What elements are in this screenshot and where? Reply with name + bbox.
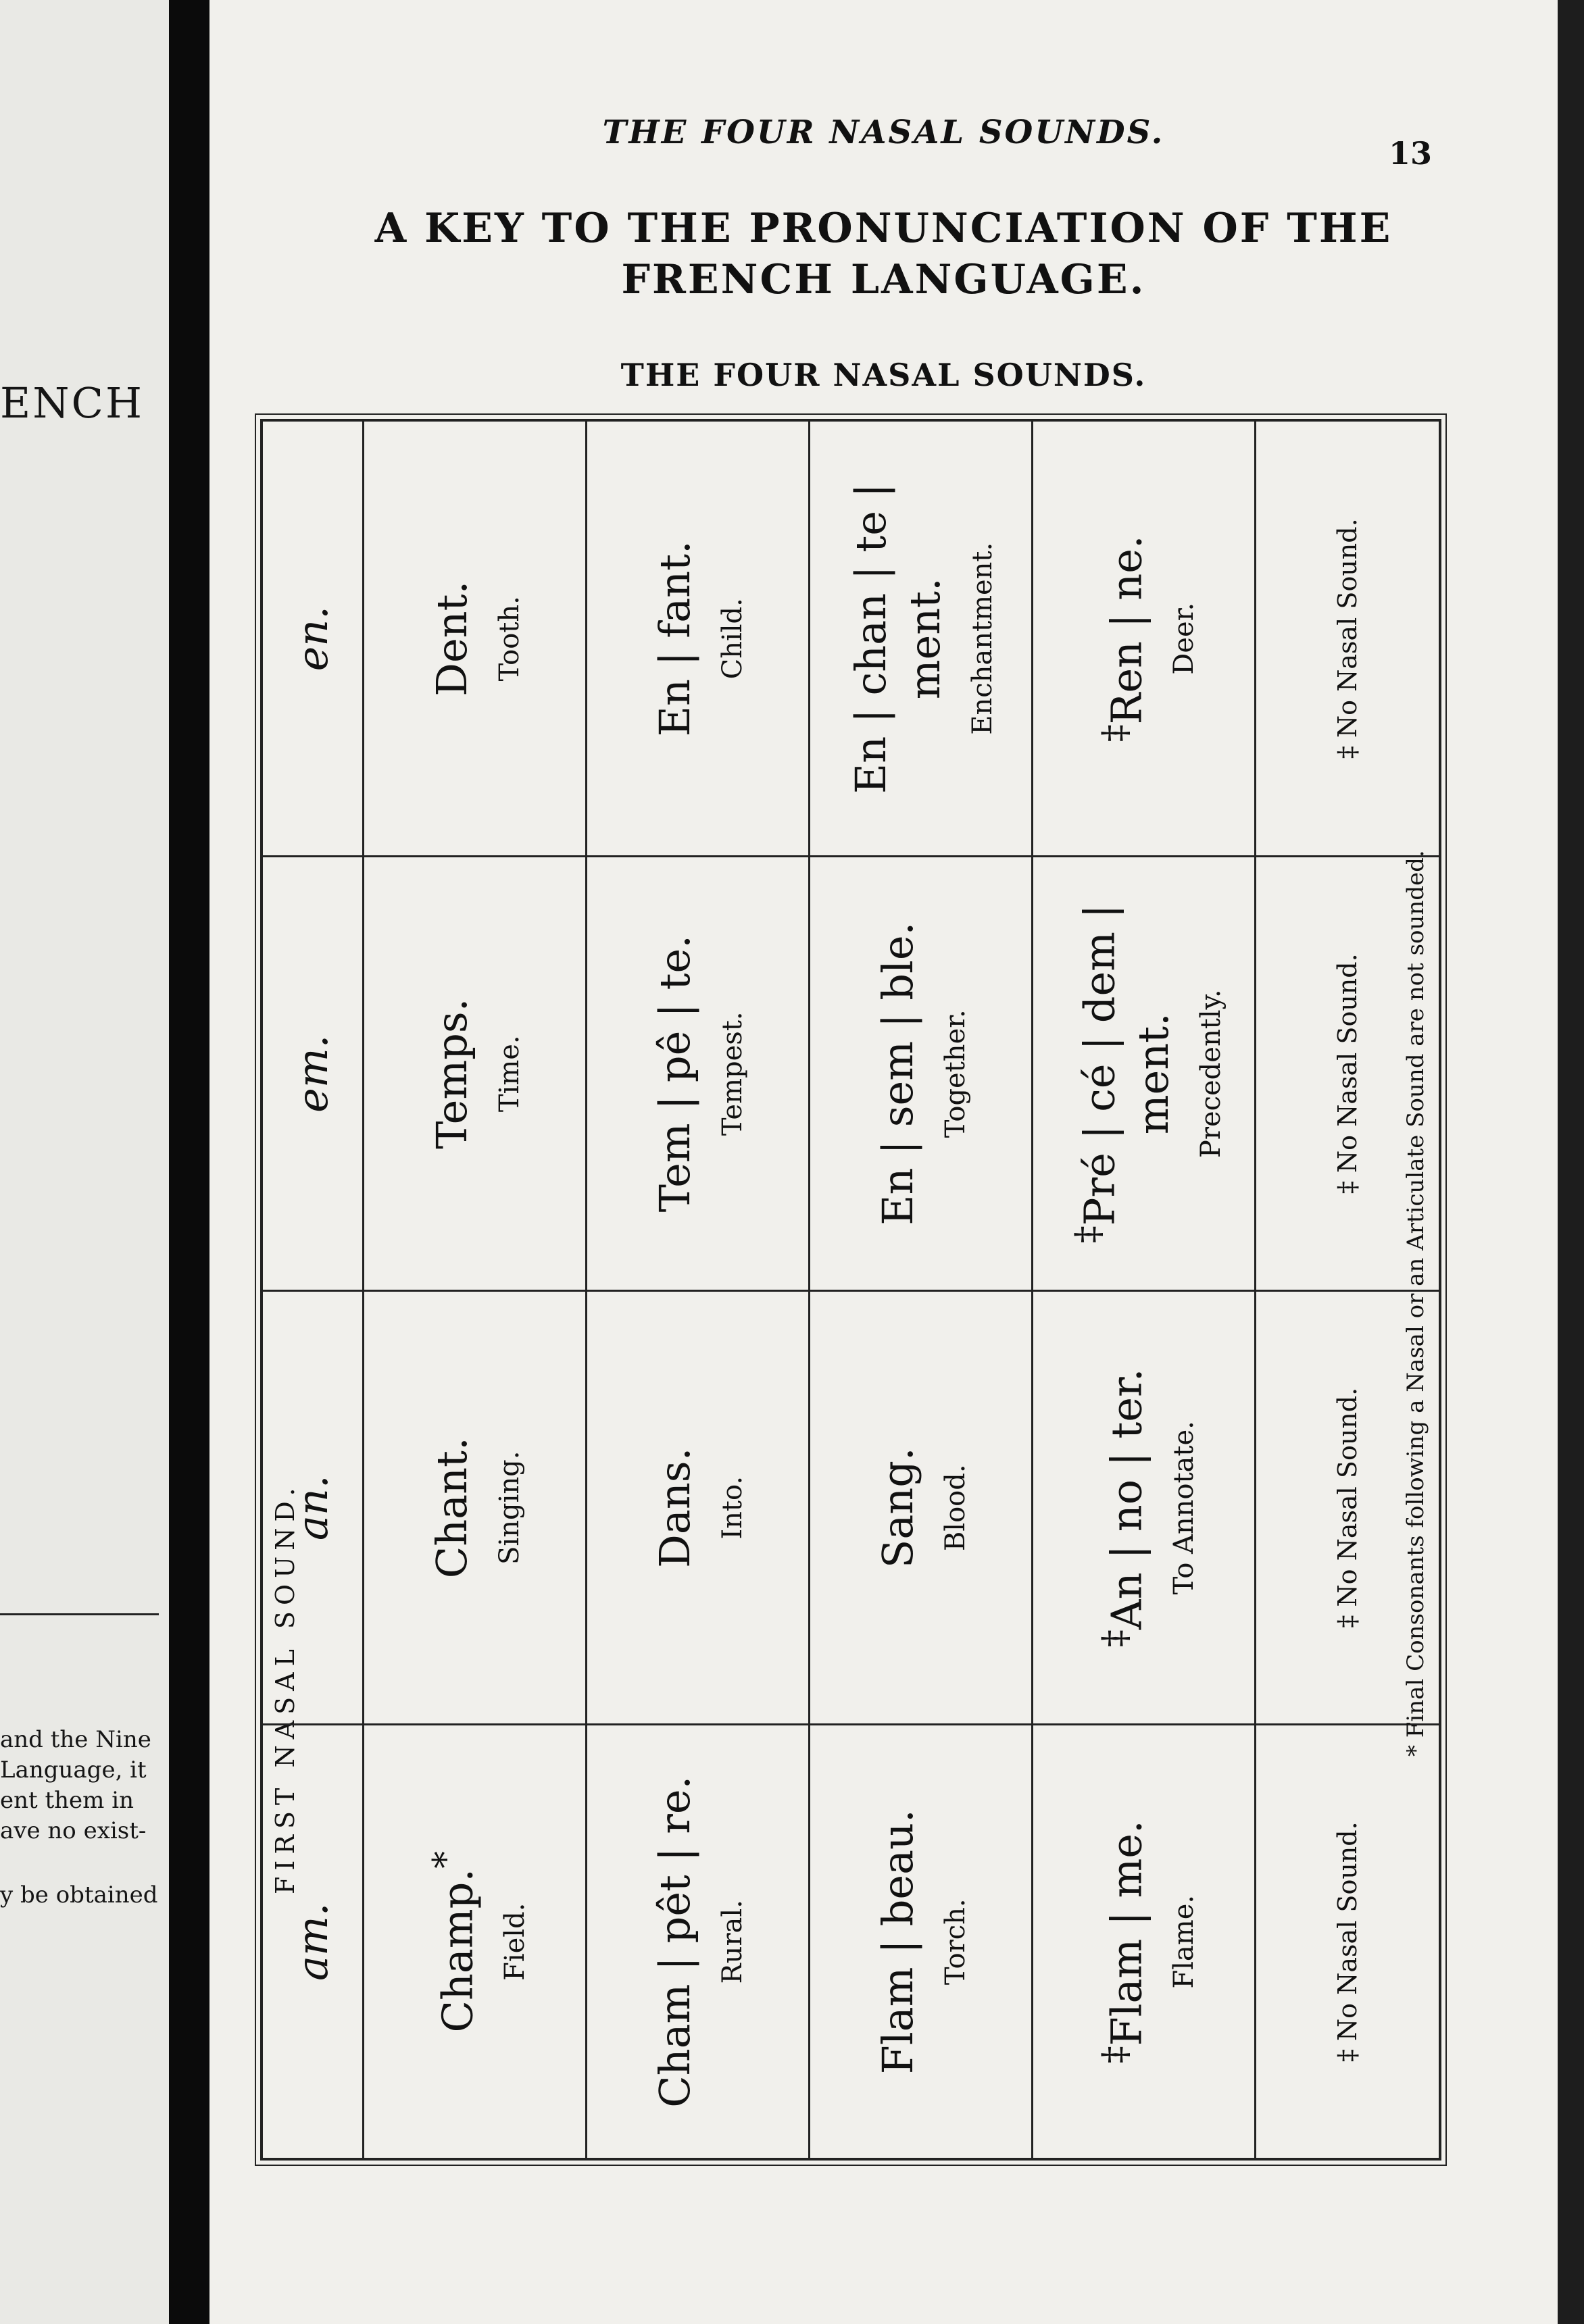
- french-word: Temps.: [426, 998, 476, 1149]
- no-nasal-note: ‡ No Nasal Sound.: [1333, 953, 1362, 1194]
- footnote-mark: ‡: [1094, 1630, 1135, 1648]
- left-page-heading-fragment: ENCH: [0, 378, 145, 428]
- rotated-table-grid: [263, 422, 1439, 2158]
- footnote-mark: ‡: [1094, 2046, 1135, 2064]
- translation: Into.: [716, 1475, 748, 1540]
- french-word: En | chan | te | ment.: [845, 483, 949, 794]
- translation: Precedently.: [1195, 989, 1227, 1159]
- french-word: Dent.: [426, 580, 476, 697]
- table-cell: [587, 422, 810, 856]
- section-label-text: FIRST NASAL SOUND.: [270, 1482, 300, 1894]
- column-header: [263, 422, 364, 856]
- left-page-line: and the Nine: [0, 1726, 151, 1753]
- table-cell: [810, 856, 1033, 1290]
- column-header: [263, 1724, 364, 2158]
- french-word: Sang.: [872, 1447, 922, 1569]
- translation: Rural.: [716, 1900, 748, 1984]
- translation: Singing.: [493, 1450, 525, 1565]
- note-cell: [1256, 422, 1439, 856]
- left-page-line: ave no exist-: [0, 1817, 147, 1844]
- right-page: [209, 0, 1558, 2324]
- table-cell: [1033, 1290, 1256, 1724]
- no-nasal-note: ‡ No Nasal Sound.: [1333, 1821, 1362, 2063]
- table-cell: [1033, 1724, 1256, 2158]
- french-word: ‡Pré | cé | dem | ment.: [1067, 904, 1179, 1244]
- table-cell: [364, 856, 587, 1290]
- no-nasal-note: ‡ No Nasal Sound.: [1333, 518, 1362, 759]
- translation: Child.: [716, 598, 748, 680]
- translation: Torch.: [939, 1898, 971, 1986]
- footnote-text: * Final Consonants following a Nasal or an Articulate Sound are not sounded.: [1402, 850, 1429, 1757]
- table-cell: [587, 1290, 810, 1724]
- french-word: ‡An | no | ter.: [1094, 1368, 1152, 1648]
- book-gutter: [169, 0, 209, 2324]
- translation: Together.: [939, 1009, 971, 1138]
- page-title: A KEY TO THE PRONUNCIATION OF THE FRENCH LANGUAGE.: [374, 205, 1393, 303]
- column-header: [263, 1290, 364, 1724]
- translation: Tempest.: [716, 1011, 748, 1136]
- table-cell: [1033, 856, 1256, 1290]
- page-number: 13: [1389, 135, 1433, 172]
- table-cell: [810, 1290, 1033, 1724]
- table-cell: [587, 1724, 810, 2158]
- left-page-line: Language, it: [0, 1757, 147, 1784]
- table-cell: [364, 422, 587, 856]
- french-word: ‡Ren | ne.: [1094, 535, 1152, 742]
- column-header-text: am.: [288, 1902, 337, 1981]
- translation: Deer.: [1168, 602, 1200, 675]
- footnote-mark: ‡: [1067, 1226, 1108, 1244]
- french-word: Dans.: [649, 1447, 699, 1568]
- column-header-text: em.: [288, 1034, 337, 1113]
- footnote-mark: *: [425, 1851, 466, 1869]
- table-cell: [810, 1724, 1033, 2158]
- french-word: Tem | pê | te.: [649, 935, 699, 1213]
- french-word: En | fant.: [649, 540, 699, 737]
- translation: Tooth.: [493, 596, 525, 682]
- french-word: Flam | beau.: [872, 1809, 922, 2075]
- footnote-mark: ‡: [1094, 724, 1135, 742]
- subtitle: THE FOUR NASAL SOUNDS.: [620, 357, 1147, 393]
- left-page-rule: [0, 1613, 159, 1615]
- translation: Flame.: [1168, 1894, 1200, 1989]
- translation: Blood.: [939, 1464, 971, 1552]
- left-page-line: ent them in: [0, 1787, 134, 1814]
- translation: To Annotate.: [1168, 1421, 1200, 1595]
- table-cell: [1033, 422, 1256, 856]
- note-cell: [1256, 1724, 1439, 2158]
- french-word: En | sem | ble.: [872, 921, 922, 1226]
- column-header-text: en.: [288, 606, 337, 672]
- french-word: Chant.: [426, 1437, 476, 1579]
- french-word: ‡Flam | me.: [1094, 1820, 1152, 2064]
- translation: Time.: [493, 1035, 525, 1113]
- table-cell: [364, 1290, 587, 1724]
- book-edge: [1558, 0, 1584, 2324]
- table-cell: [364, 1724, 587, 2158]
- no-nasal-note: ‡ No Nasal Sound.: [1333, 1387, 1362, 1628]
- french-word: Cham | pêt | re.: [649, 1775, 699, 2108]
- nasal-sounds-table: [260, 419, 1441, 2161]
- column-header: [263, 856, 364, 1290]
- translation: Field.: [499, 1902, 531, 1981]
- french-word: Champ.*: [425, 1851, 482, 2033]
- running-head: THE FOUR NASAL SOUNDS.: [602, 113, 1165, 151]
- column-header-text: an.: [288, 1475, 337, 1541]
- table-cell: [810, 422, 1033, 856]
- table-cell: [587, 856, 810, 1290]
- left-page-line: y be obtained: [0, 1881, 158, 1909]
- translation: Enchantment.: [966, 542, 998, 735]
- left-page: [0, 0, 169, 2324]
